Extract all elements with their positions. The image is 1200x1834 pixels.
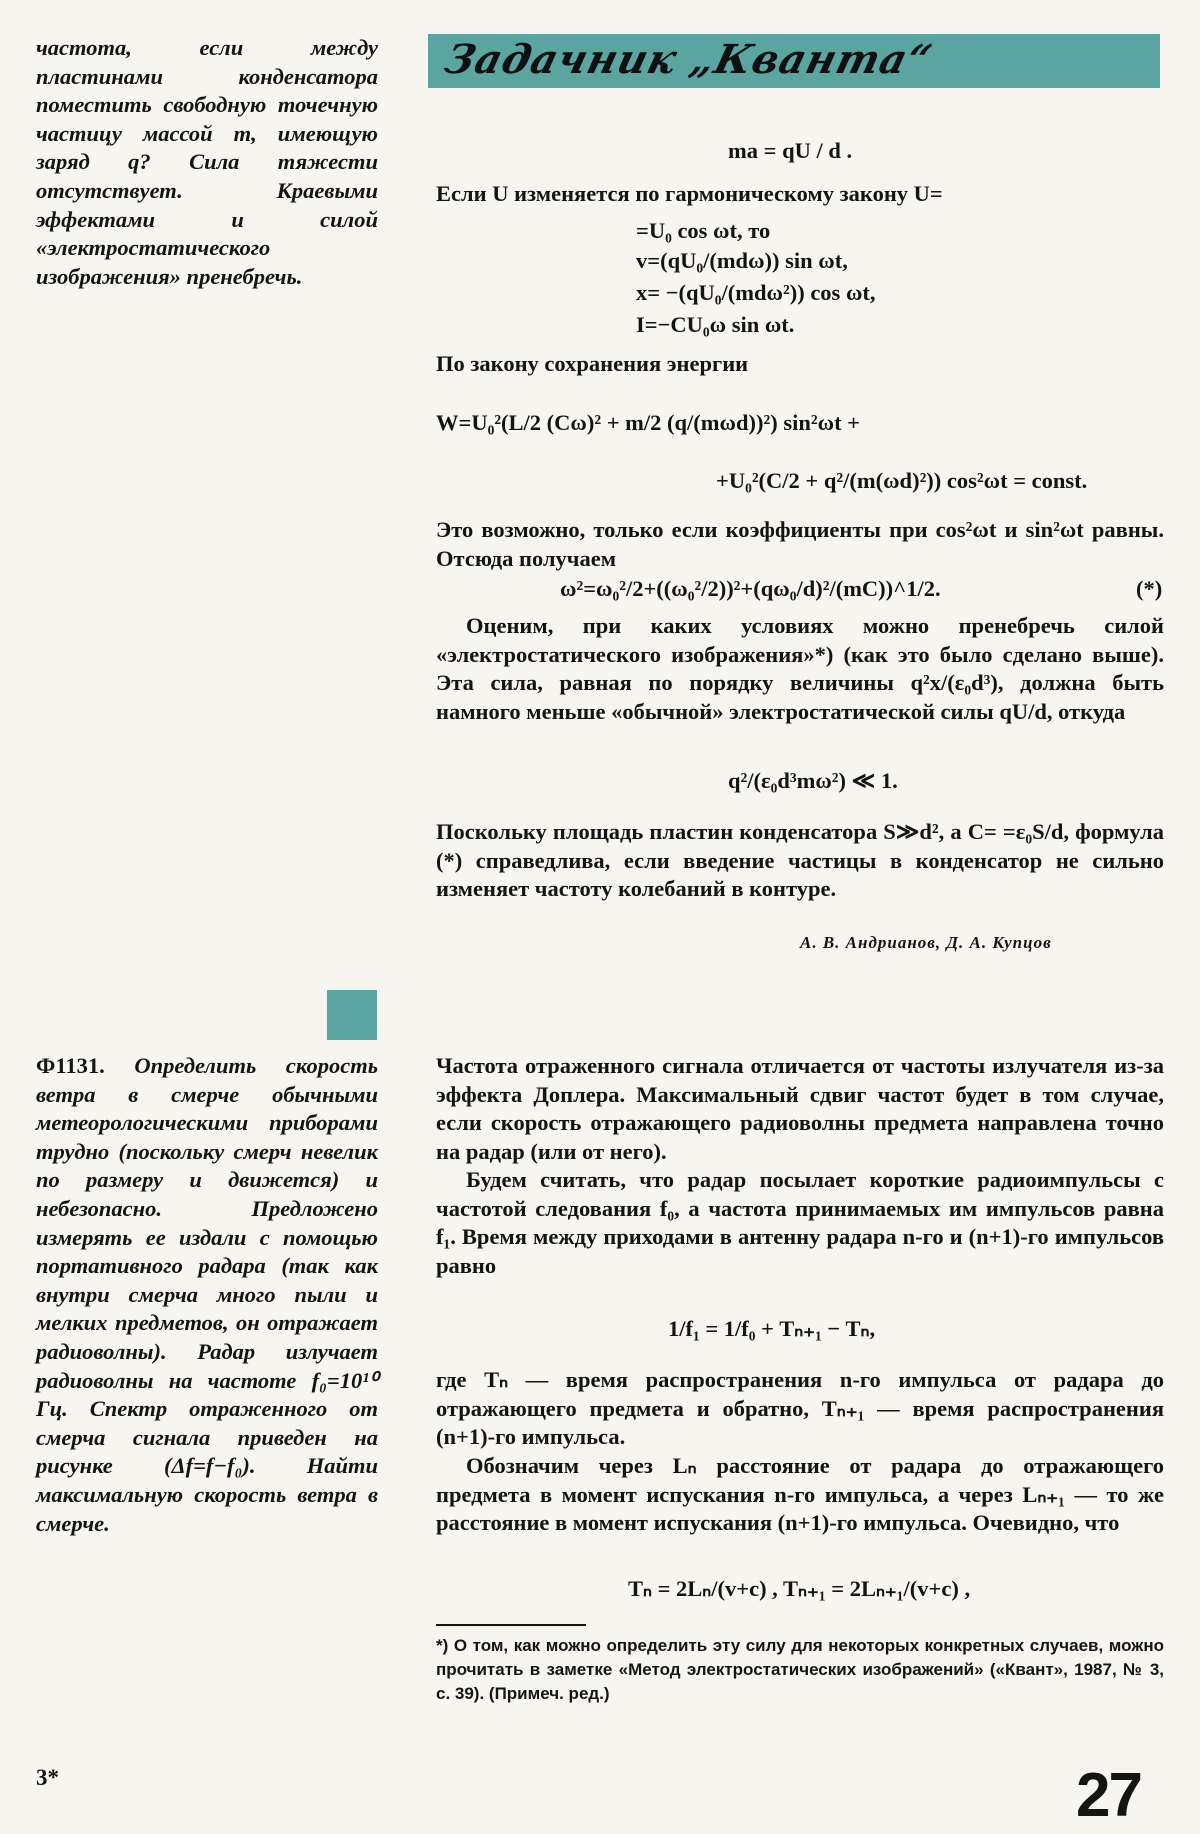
footnote: *) О том, как можно определить эту силу для некоторых конкретных случаев, можно прочитать в заметке «Метод электростатических изображений» («Квант», 1987, № 3, с. 39). (Примеч. ред.) (436, 1636, 1164, 1703)
accent-square (327, 990, 377, 1040)
paragraph-coefficients: Это возможно, только если коэффициенты при cos²ωt и sin²ωt равны. Отсюда получаем (436, 517, 1164, 571)
equation-time: 1/f₁ = 1/f₀ + Tₙ₊₁ − Tₙ, (668, 1316, 876, 1341)
paragraph-harmonic: Если U изменяется по гармоническому закону U= (436, 181, 943, 206)
author-line: А. В. Андрианов, Д. А. Купцов (800, 933, 1052, 952)
continuation-text: частота, если между пластинами конденсатора поместить свободную точечную частицу массой m, имеющую заряд q? Сила тяжести отсутствует. Краевыми эффектами и силой «электростатического изображения» пренебречь. (36, 35, 378, 289)
paragraph-image-force: Оценим, при каких условиях можно пренебречь силой «электростатического изображения»*) (как это было сделано выше). Эта сила, равная по порядку величины q²x/(ε₀d³), должна быть намного меньше «обычной» электростатической силы qU/d, откуда (436, 613, 1164, 724)
paragraph-propagation: где Tₙ — время распространения n-го импульса от радара до отражающего предмета и обратно, Tₙ₊₁ — время распространения (n+1)-го импульса. (436, 1367, 1164, 1450)
paragraph-energy: По закону сохранения энергии (436, 351, 749, 376)
equation-x: x= −(qU₀/(mdω²)) cos ωt, (636, 280, 876, 305)
omega-equation: ω²=ω₀²/2+((ω₀²/2))²+(qω₀/d)²/(mC))^1/2. (560, 576, 941, 601)
problem-statement (36, 1052, 378, 1538)
paragraph-radar-pulses: Будем считать, что радар посылает короткие радиоимпульсы с частотой следования f₀, а частота принимаемых им импульсов равна f₁. Время между приходами в антенну радара n-го и (n+1)-го импульсов равно (436, 1167, 1164, 1278)
equation-ma: ma = qU / d . (728, 138, 853, 163)
printer-signature: 3* (36, 1765, 59, 1790)
equation-v: v=(qU₀/(mdω)) sin ωt, (636, 248, 848, 273)
page-number: 27 (1076, 1761, 1141, 1830)
omega-equation-mark: (*) (1136, 576, 1163, 601)
problem-text: Определить скорость ветра в смерче обычными метеорологическими приборами трудно (поскольку смерч невелик по размеру и движется) и небезопасно. Предложено измерять ее издали с помощью портативного радара (так как внутри смерча много пыли и мелких предметов, он отражает радиоволны). Радар излучает радиоволны на частоте f₀=10¹⁰ Гц. Спектр отраженного от смерча сигнала приведен на рисунке (Δf=f−f₀). Найти максимальную скорость ветра в смерче. (36, 1053, 378, 1536)
inequality: q²/(ε₀d³mω²) ≪ 1. (728, 768, 898, 793)
paragraph-doppler: Частота отраженного сигнала отличается от частоты излучателя из-за эффекта Доплера. Максимальный сдвиг частот будет в том случае, если скорость отражающего радиоволны предмета направлена точно на радар (или от него). (436, 1053, 1164, 1164)
problem-id: Ф1131. (36, 1053, 105, 1078)
paragraph-conclusion: Поскольку площадь пластин конденсатора S≫d², а C= =ε₀S/d, формула (*) справедлива, если введение частицы в конденсатор не сильно изменяет частоту колебаний в контуре. (436, 819, 1164, 902)
energy-equation-line1: W=U₀²(L/2 (Cω)² + m/2 (q/(mωd))²) sin²ωt + (436, 410, 861, 435)
equation-u: =U₀ cos ωt, то (636, 218, 771, 243)
section-title: Задачник „Кванта“ (440, 36, 938, 83)
energy-equation-line2: +U₀²(C/2 + q²/(m(ωd)²)) cos²ωt = const. (716, 468, 1088, 493)
section-banner (428, 34, 1160, 88)
paragraph-distance: Обозначим через Lₙ расстояние от радара до отражающего предмета в момент испускания n-го импульса, а через Lₙ₊₁ — то же расстояние в момент испускания (n+1)-го импульса. Очевидно, что (436, 1453, 1164, 1536)
footnote-rule (436, 1624, 586, 1626)
equation-i: I=−CU₀ω sin ωt. (636, 312, 795, 337)
equation-tn: Tₙ = 2Lₙ/(v+c) , Tₙ₊₁ = 2Lₙ₊₁/(v+c) , (628, 1576, 971, 1601)
